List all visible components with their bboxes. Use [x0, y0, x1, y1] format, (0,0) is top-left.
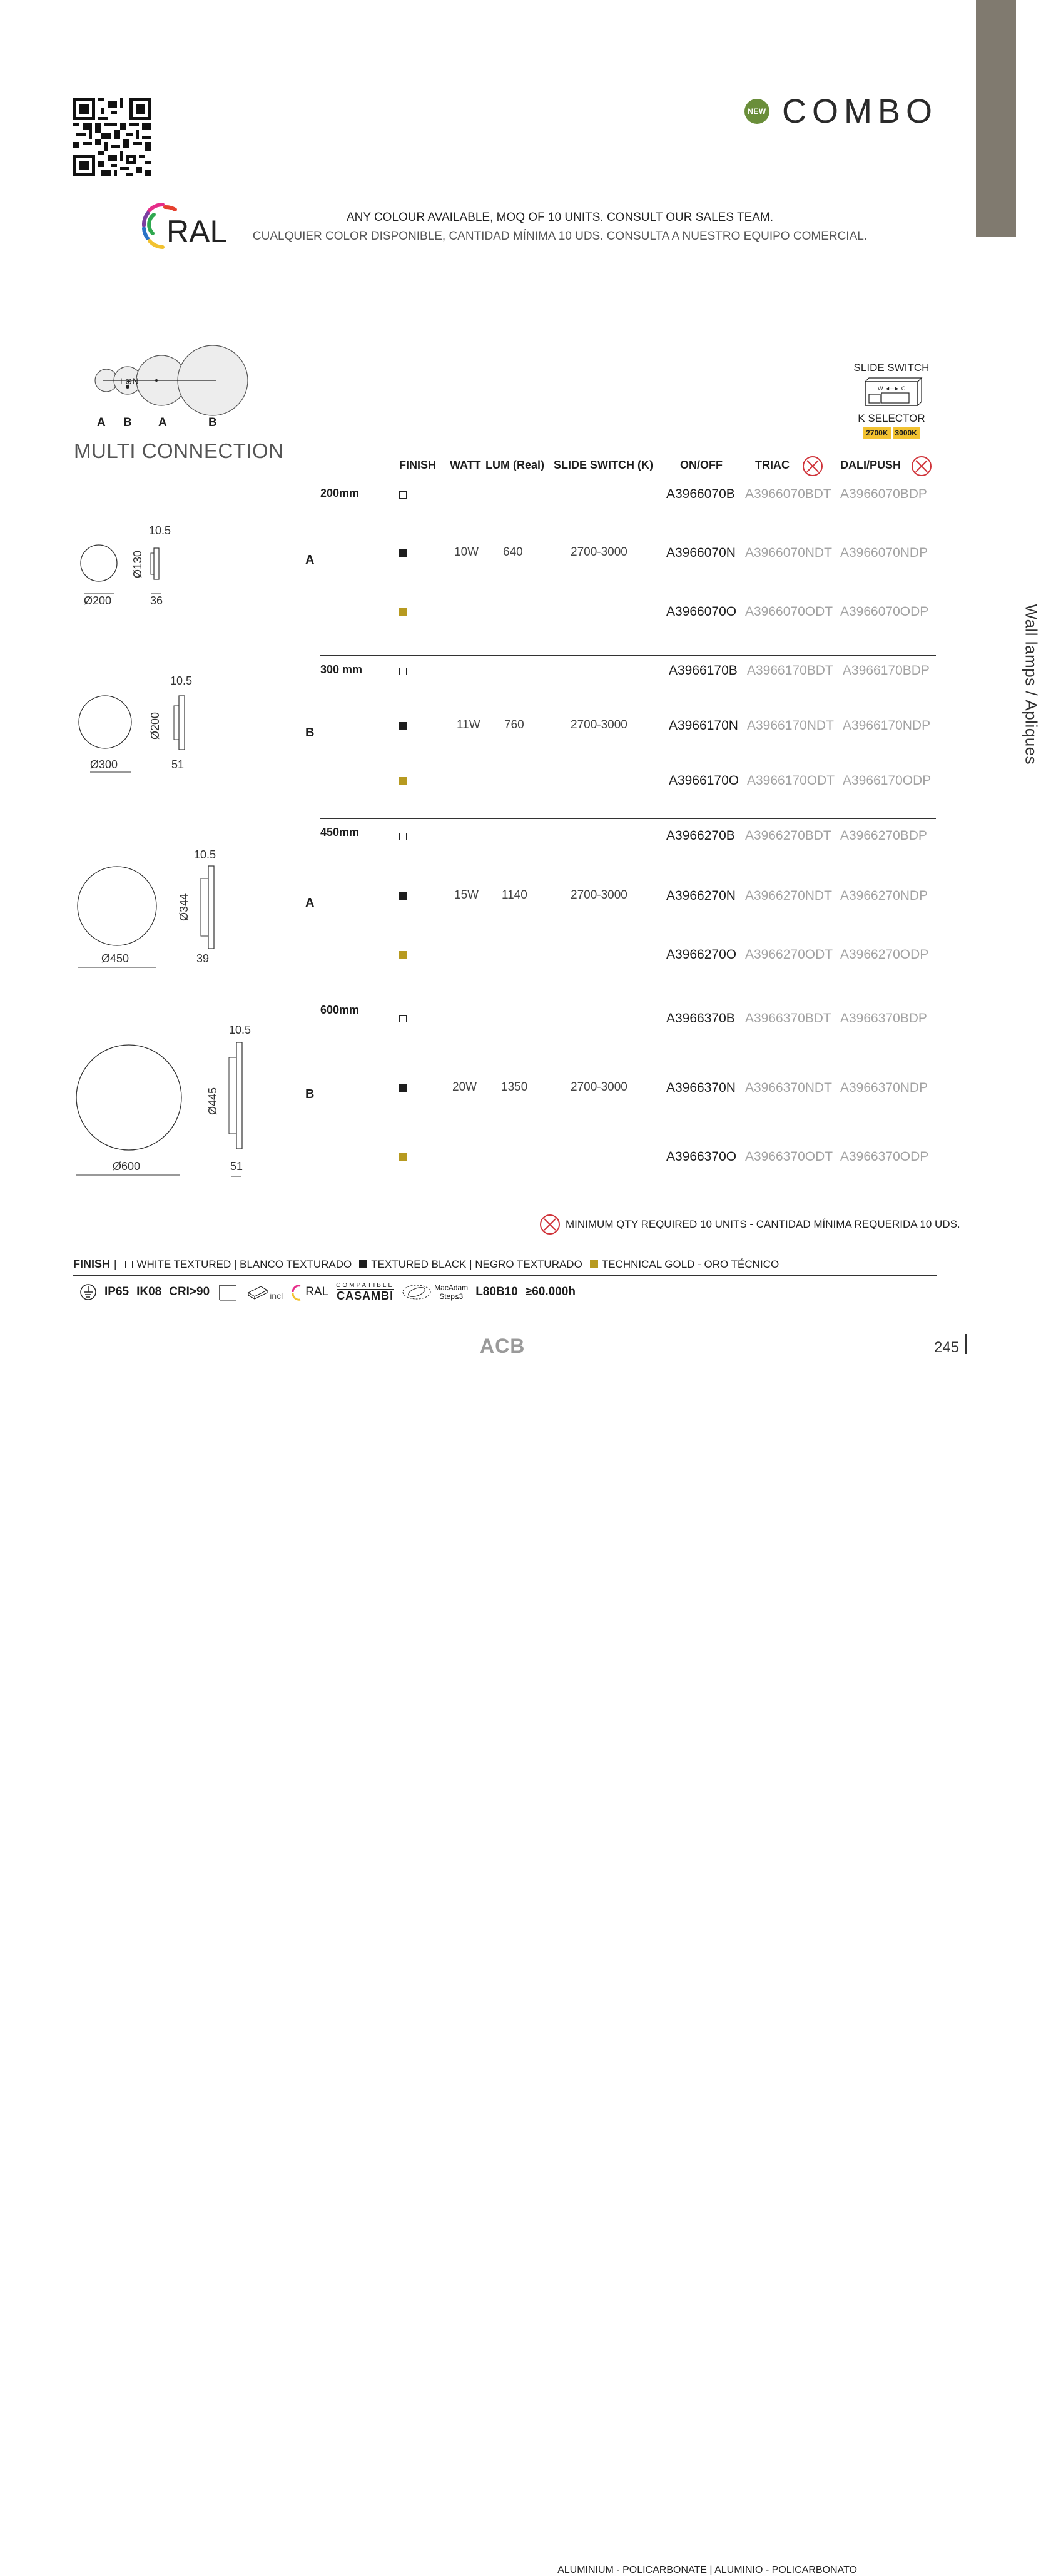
- legend-white: WHITE TEXTURED | BLANCO TEXTURADO: [136, 1258, 352, 1270]
- new-badge: NEW: [744, 99, 769, 124]
- col-dali-push: DALI/PUSH: [840, 459, 901, 471]
- dim-front: Ø200: [84, 594, 112, 607]
- lum-value: 1140: [502, 888, 527, 902]
- watt-value: 20W: [452, 1081, 477, 1094]
- legend-divider: [73, 1275, 937, 1276]
- dim-front: Ø300: [90, 758, 118, 771]
- product-header: [744, 93, 938, 130]
- col-watt: WATT: [450, 459, 481, 471]
- finish-swatch-gold: [399, 608, 407, 616]
- code-onoff: A3966070N: [666, 546, 736, 560]
- finish-swatch-black: [399, 892, 407, 900]
- code-onoff: A3966270N: [666, 888, 736, 903]
- dim-depth: 51: [171, 758, 185, 771]
- casambi-compatible: COMPATIBLE: [336, 1282, 395, 1289]
- code-dali: A3966370NDP: [840, 1081, 928, 1095]
- code-triac: A3966270NDT: [745, 888, 832, 903]
- finish-swatch-gold: [399, 777, 407, 785]
- col-slide-switch: SLIDE SWITCH (K): [554, 459, 653, 471]
- size-label: 200mm: [320, 487, 360, 499]
- code-dali: A3966070BDP: [840, 487, 927, 501]
- col-finish: FINISH: [399, 459, 437, 471]
- finish-swatch-gold: [399, 951, 407, 959]
- dim-top: 10.5: [170, 675, 193, 687]
- row-divider: [320, 818, 936, 819]
- code-triac: A3966070NDT: [745, 546, 832, 560]
- code-dali: A3966370ODP: [840, 1149, 929, 1164]
- connection-letter: A: [97, 416, 106, 429]
- spec-hours: ≥60.000h: [525, 1285, 576, 1298]
- min-qty-text: MINIMUM QTY REQUIRED 10 UNITS - CANTIDAD MÍNIMA REQUERIDA 10 UDS.: [566, 1218, 960, 1230]
- dim-depth: 51: [230, 1160, 243, 1173]
- code-dali: A3966070NDP: [840, 546, 928, 560]
- dim-front: Ø450: [101, 952, 129, 965]
- macadam-ellipse-icon: [402, 1283, 432, 1301]
- ral-logo-text: RAL: [166, 214, 228, 249]
- driver-incl: incl: [270, 1291, 283, 1301]
- dim-depth: 39: [196, 952, 210, 965]
- finish-swatch-black: [399, 1084, 407, 1092]
- code-onoff: A3966270B: [666, 828, 735, 843]
- code-dali: A3966170ODP: [843, 773, 932, 788]
- watt-value: 11W: [457, 718, 480, 731]
- technical-drawing-450: [75, 846, 219, 971]
- dim-top: 10.5: [194, 848, 216, 861]
- lum-value: 640: [503, 546, 523, 559]
- spec-l80: L80B10: [475, 1285, 518, 1298]
- connection-letter: A: [305, 896, 315, 910]
- spec-ip: IP65: [104, 1285, 129, 1298]
- slide-switch-info: [848, 362, 935, 439]
- size-label: 300 mm: [320, 663, 363, 676]
- code-onoff: A3966070B: [666, 487, 735, 501]
- finish-legend-label: FINISH: [73, 1258, 111, 1270]
- col-triac: TRIAC: [755, 459, 790, 471]
- connection-letter: B: [208, 416, 217, 429]
- lum-value: 760: [504, 718, 524, 731]
- code-dali: A3966270ODP: [840, 947, 929, 962]
- ral-note-es: CUALQUIER COLOR DISPONIBLE, CANTIDAD MÍNIMA 10 UDS. CONSULTA A NUESTRO EQUIPO COMERCIAL.: [252, 230, 868, 243]
- k-selector-label: K SELECTOR: [858, 412, 925, 424]
- dim-plate: Ø130: [131, 550, 144, 578]
- code-onoff: A3966370O: [666, 1149, 737, 1164]
- ral-note-en: ANY COLOUR AVAILABLE, MOQ OF 10 UNITS. CONSULT OUR SALES TEAM.: [346, 211, 774, 224]
- legend-swatch-white: [125, 1261, 133, 1268]
- dim-front: Ø600: [113, 1160, 141, 1173]
- code-onoff: A3966170B: [669, 663, 738, 678]
- watt-value: 10W: [454, 546, 479, 559]
- slide-value: 2700-3000: [571, 1081, 627, 1094]
- code-triac: A3966270ODT: [745, 947, 833, 962]
- connection-letters: [97, 416, 247, 430]
- no-dimming-icon: [802, 456, 823, 477]
- dim-plate: Ø344: [178, 893, 190, 921]
- legend-gold: TECHNICAL GOLD - ORO TÉCNICO: [601, 1258, 779, 1270]
- col-lum: LUM (Real): [485, 459, 544, 471]
- spec-ik: IK08: [136, 1285, 162, 1298]
- size-label: 600mm: [320, 1004, 360, 1016]
- legend-swatch-black: [359, 1260, 367, 1268]
- finish-swatch-white: [399, 491, 407, 499]
- code-triac: A3966170ODT: [747, 773, 835, 788]
- technical-drawing-300: [75, 675, 200, 775]
- col-onoff: ON/OFF: [680, 459, 723, 471]
- finish-swatch-white: [399, 833, 407, 840]
- code-triac: A3966170NDT: [747, 718, 834, 733]
- code-triac: A3966370NDT: [745, 1081, 832, 1095]
- finish-swatch-white: [399, 668, 407, 675]
- code-dali: A3966270BDP: [840, 828, 927, 843]
- code-onoff: A3966170O: [669, 773, 739, 788]
- code-onoff: A3966070O: [666, 604, 737, 619]
- watt-value: 15W: [454, 888, 479, 902]
- slide-value: 2700-3000: [571, 888, 627, 902]
- finish-swatch-black: [399, 549, 407, 557]
- code-triac: A3966070ODT: [745, 604, 833, 619]
- k-badge-3000: 3000K: [893, 427, 920, 439]
- slide-switch-label: SLIDE SWITCH: [853, 362, 930, 374]
- code-onoff: A3966370N: [666, 1081, 736, 1095]
- ral-mini-icon: [290, 1283, 305, 1301]
- dim-depth: 36: [150, 594, 163, 607]
- wall-mount-icon: [217, 1283, 238, 1301]
- connection-letter: A: [305, 553, 315, 567]
- lum-value: 1350: [501, 1081, 528, 1094]
- finish-swatch-black: [399, 722, 407, 730]
- code-dali: A3966170BDP: [843, 663, 930, 678]
- connection-letter: B: [305, 1087, 315, 1101]
- section-side-label: Wall lamps / Apliques: [1022, 604, 1041, 765]
- macadam-steps: Step≤3: [439, 1292, 464, 1301]
- page-number: 245: [934, 1339, 960, 1356]
- dim-top: 10.5: [229, 1024, 251, 1036]
- code-triac: A3966170BDT: [747, 663, 833, 678]
- size-label: 450mm: [320, 826, 360, 838]
- technical-drawing-600: [74, 1021, 249, 1184]
- connection-letter: B: [305, 726, 315, 740]
- section-color-tab: [976, 0, 1016, 237]
- macadam-label: MacAdam: [434, 1283, 469, 1292]
- code-onoff: A3966270O: [666, 947, 737, 962]
- earth-class-icon: [79, 1283, 97, 1301]
- product-title: COMBO: [782, 93, 938, 130]
- spec-ral: RAL: [305, 1285, 329, 1298]
- casambi-label: CASAMBI: [337, 1290, 394, 1302]
- qr-code[interactable]: [73, 98, 151, 176]
- connection-letter: B: [123, 416, 132, 429]
- code-onoff: A3966170N: [669, 718, 738, 733]
- slide-value: 2700-3000: [571, 718, 627, 731]
- code-dali: A3966270NDP: [840, 888, 928, 903]
- finish-swatch-white: [399, 1015, 407, 1022]
- code-triac: A3966370BDT: [745, 1011, 831, 1026]
- driver-icon: [246, 1284, 270, 1300]
- ral-logo: [138, 197, 244, 253]
- slide-value: 2700-3000: [571, 546, 627, 559]
- dim-top: 10.5: [149, 524, 171, 537]
- k-badge-2700: 2700K: [863, 427, 890, 439]
- code-dali: A3966370BDP: [840, 1011, 927, 1026]
- no-dimming-icon: [539, 1214, 561, 1235]
- dim-plate: Ø445: [206, 1087, 219, 1115]
- slide-switch-icon: [861, 377, 922, 408]
- code-triac: A3966370ODT: [745, 1149, 833, 1164]
- legend-swatch-gold: [590, 1260, 598, 1268]
- min-qty-note: [539, 1214, 960, 1235]
- no-dimming-icon: [911, 456, 932, 477]
- code-dali: A3966170NDP: [843, 718, 931, 733]
- multi-connection-title: MULTI CONNECTION: [74, 439, 284, 462]
- code-triac: A3966270BDT: [745, 828, 831, 843]
- slide-arrow-label: W ◄─► C: [878, 385, 906, 392]
- brand-logo: ACB: [480, 1335, 526, 1357]
- connector-label: L⊕N: [120, 376, 139, 386]
- code-dali: A3966070ODP: [840, 604, 929, 619]
- dim-plate: Ø200: [149, 711, 161, 740]
- code-triac: A3966070BDT: [745, 487, 831, 501]
- finish-legend: FINISH | WHITE TEXTURED | BLANCO TEXTURADO TEXTURED BLACK | NEGRO TEXTURADO TECHNICAL GOLD - ORO TÉCNICO: [73, 1258, 779, 1270]
- legend-black: TEXTURED BLACK | NEGRO TEXTURADO: [371, 1258, 582, 1270]
- spec-cri: CRI>90: [169, 1285, 210, 1298]
- connection-letter: A: [158, 416, 167, 429]
- code-onoff: A3966370B: [666, 1011, 735, 1026]
- row-divider: [320, 655, 936, 656]
- technical-drawing-200: [75, 524, 175, 612]
- spec-material: ALUMINIUM - POLICARBONATE | ALUMINIO - POLICARBONATO: [557, 2565, 857, 2575]
- page-number-bar: [965, 1334, 967, 1354]
- finish-swatch-gold: [399, 1153, 407, 1161]
